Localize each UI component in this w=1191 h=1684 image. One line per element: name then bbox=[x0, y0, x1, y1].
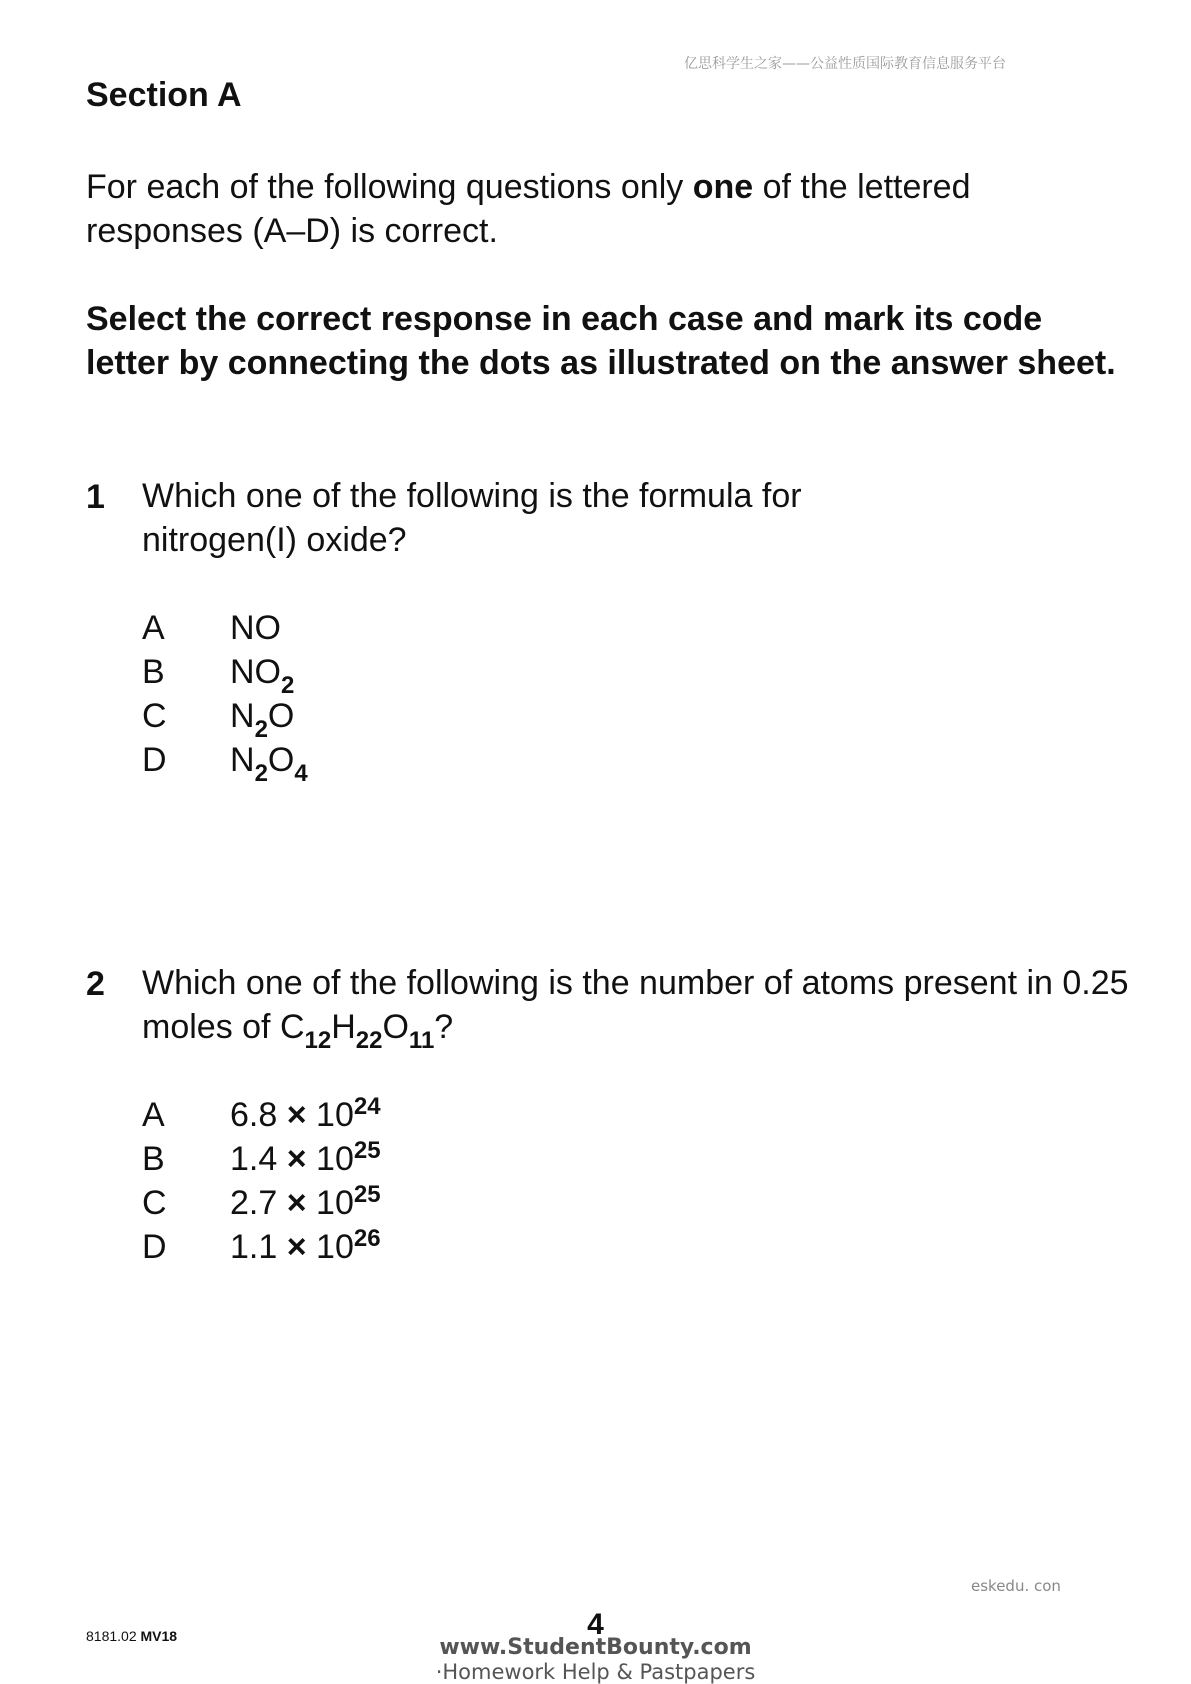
question-2-option-a bbox=[142, 1093, 381, 1137]
site-watermark-line1: www.StudentBounty.com bbox=[439, 1635, 752, 1660]
option-letter: B bbox=[142, 653, 165, 691]
option-letter: C bbox=[142, 697, 167, 735]
option-letter: A bbox=[142, 1096, 165, 1134]
intro-text-bold: one bbox=[692, 168, 754, 206]
question-1-options bbox=[142, 606, 308, 787]
site-watermark-line2: ·Homework Help & Pastpapers bbox=[435, 1660, 756, 1684]
option-value: $1.4 \times 10^{25}$ bbox=[230, 1137, 381, 1178]
section-title: Section A bbox=[86, 76, 242, 114]
question-1-number: 1 bbox=[86, 478, 105, 516]
question-2-number: 2 bbox=[86, 965, 105, 1003]
question-2-options bbox=[142, 1093, 381, 1269]
watermark-top: 亿思科学生之家——公益性质国际教育信息服务平台 bbox=[684, 56, 1006, 72]
question-1-option-a bbox=[142, 606, 308, 650]
option-formula: $N_2O_4$ bbox=[230, 741, 308, 787]
option-letter: D bbox=[142, 741, 167, 779]
paper-code: 8181.02 MV18 bbox=[86, 1628, 178, 1644]
question-2-option-d bbox=[142, 1225, 381, 1269]
option-value: $2.7 \times 10^{25}$ bbox=[230, 1181, 381, 1222]
option-letter: D bbox=[142, 1228, 167, 1266]
option-value: $6.8 \times 10^{24}$ bbox=[230, 1093, 381, 1134]
site-watermark bbox=[0, 1636, 1191, 1684]
question-1-text: Which one of the following is the formula for nitrogen(I) oxide? bbox=[142, 477, 802, 559]
option-letter: B bbox=[142, 1140, 165, 1178]
option-formula: $N_2O$ bbox=[230, 697, 295, 743]
instruction-paragraph: Select the correct response in each case and mark its code letter by connecting the dots as illustrated on the answer sheet. bbox=[86, 300, 1116, 382]
question-1-option-b bbox=[142, 650, 308, 699]
intro-paragraph bbox=[86, 165, 1126, 253]
option-formula: NO bbox=[230, 609, 281, 647]
question-2-text: Which one of the following is the number of atoms present in 0.25 moles of $C_{12}H_{22}O_{11}$? bbox=[142, 964, 1129, 1054]
question-2-option-c bbox=[142, 1181, 381, 1225]
option-letter: C bbox=[142, 1184, 167, 1222]
page-number: 4 bbox=[587, 1608, 604, 1641]
option-letter: A bbox=[142, 609, 165, 647]
option-formula: $NO_2$ bbox=[230, 653, 295, 699]
intro-text-1: For each of the following questions only bbox=[86, 168, 693, 206]
intro-text-2: of the lettered responses (A–D) is correct. bbox=[86, 168, 971, 250]
option-value: $1.1 \times 10^{26}$ bbox=[230, 1225, 381, 1266]
question-1-option-d bbox=[142, 738, 308, 787]
question-2-option-b bbox=[142, 1137, 381, 1181]
watermark-bottom-right: eskedu. con bbox=[971, 1577, 1061, 1595]
question-1-option-c bbox=[142, 694, 308, 743]
